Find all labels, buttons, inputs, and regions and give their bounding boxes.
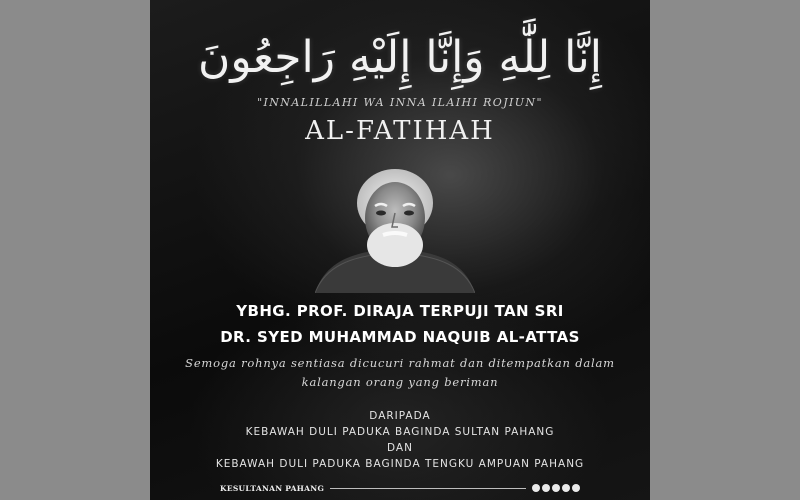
- transliteration-text: "INNALILLAHI WA INNA ILAIHI ROJIUN": [257, 96, 543, 109]
- from-label: DARIPADA: [369, 410, 431, 422]
- prayer-line-1: Semoga rohnya sentiasa dicucuri rahmat dan ditempatkan dalam: [185, 356, 615, 370]
- condolence-card: [150, 0, 650, 500]
- prayer-line-2: kalangan orang yang beriman: [301, 375, 499, 389]
- youtube-icon[interactable]: [552, 484, 560, 492]
- conjunction: DAN: [387, 442, 413, 454]
- tiktok-icon[interactable]: [562, 484, 570, 492]
- arabic-calligraphy: إِنَّا لِلَّٰهِ وَإِنَّا إِلَيْهِ رَاجِعُونَ: [198, 32, 602, 83]
- footer-brand: KESULTANAN PAHANG: [220, 483, 325, 493]
- page-title: AL-FATIHAH: [305, 116, 495, 146]
- x-icon[interactable]: [572, 484, 580, 492]
- sender-2: KEBAWAH DULI PADUKA BAGINDA TENGKU AMPUAN PAHANG: [215, 458, 585, 470]
- prayer-text: [170, 354, 630, 392]
- footer: [220, 481, 580, 495]
- instagram-icon[interactable]: [542, 484, 550, 492]
- portrait-image: [315, 163, 475, 293]
- deceased-name-line-1: YBHG. PROF. DIRAJA TERPUJI TAN SRI: [236, 302, 564, 320]
- footer-divider: [330, 488, 526, 489]
- sender-1: KEBAWAH DULI PADUKA BAGINDA SULTAN PAHANG: [245, 426, 555, 438]
- social-icons: [532, 484, 580, 492]
- deceased-name-line-2: DR. SYED MUHAMMAD NAQUIB AL-ATTAS: [220, 328, 580, 346]
- facebook-icon[interactable]: [532, 484, 540, 492]
